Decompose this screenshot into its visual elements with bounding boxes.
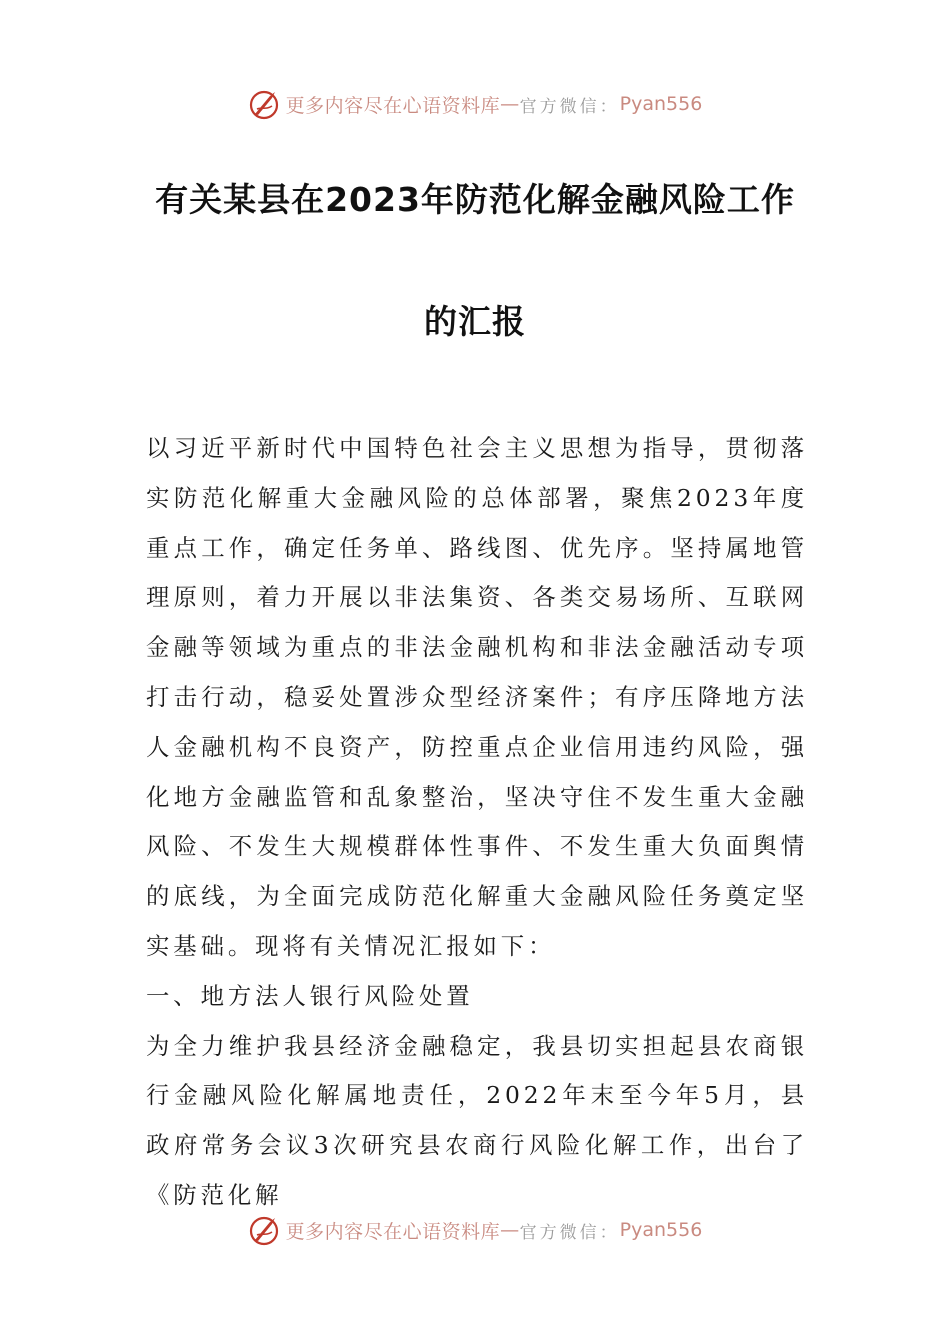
document-title-line2: 的汇报: [424, 302, 526, 341]
section1-heading: 一、地方法人银行风险处置: [146, 981, 474, 1010]
pen-logo-icon: [248, 87, 282, 121]
watermark-dash: —: [500, 1219, 520, 1241]
pen-logo-icon: [248, 1213, 282, 1247]
document-title-line1: 有关某县在2023年防范化解金融风险工作: [155, 180, 795, 219]
footer-watermark: [0, 1210, 950, 1250]
watermark-wechat-id: Pyan556: [619, 93, 703, 115]
header-watermark: [0, 84, 950, 124]
watermark-dash: —: [500, 93, 520, 115]
intro-paragraph: 以习近平新时代中国特色社会主义思想为指导，贯彻落实防范化解重大金融风险的总体部署，聚焦2023年度重点工作，确定任务单、路线图、优先序。坚持属地管理原则，着力开展以非法集资、各类交易场所、互联网金融等领域为重点的非法金融机构和非法金融活动专项打击行动，稳妥处置涉众型经济案件；有序压降地方法人金融机构不良资产，防控重点企业信用违约风险，强化地方金融监管和乱象整治，坚决守住不发生重大金融风险、不发生大规模群体性事件、不发生重大负面舆情的底线，为全面完成防范化解重大金融风险任务奠定坚实基础。现将有关情况汇报如下：: [146, 434, 808, 960]
watermark-label: 官方微信：: [519, 96, 620, 117]
document-body: [146, 424, 808, 1221]
section1-paragraph: 为全力维护我县经济金融稳定，我县切实担起县农商银行金融风险化解属地责任，2022年末至今年5月，县政府常务会议3次研究县农商行风险化解工作，出台了《防范化解: [146, 1031, 808, 1209]
watermark-site-text: 更多内容尽在心语资料库: [285, 1220, 501, 1243]
watermark-wechat-id: Pyan556: [619, 1219, 703, 1241]
watermark-site-text: 更多内容尽在心语资料库: [285, 94, 501, 117]
watermark-label: 官方微信：: [519, 1222, 620, 1243]
